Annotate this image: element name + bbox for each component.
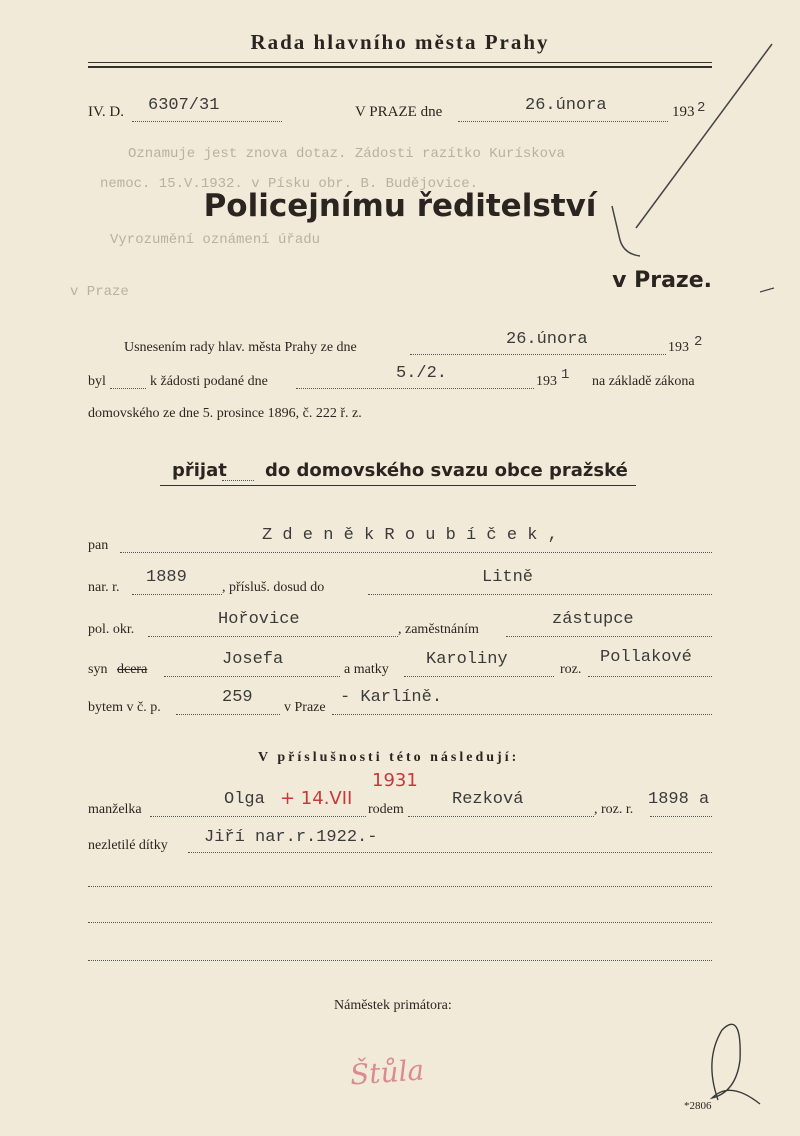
nee-label: roz. <box>560 662 582 677</box>
request-year-suffix: 1 <box>561 367 570 383</box>
ref-prefix: IV. D. <box>88 104 124 120</box>
district-label: pol. okr. <box>88 622 135 637</box>
wife-death-note: + 14.VII <box>280 788 353 809</box>
resolution-year-suffix: 2 <box>694 334 703 350</box>
byl-label: byl <box>88 374 106 389</box>
belonging-label: , přísluš. dosud do <box>222 580 325 595</box>
wife-name: Olga <box>224 790 265 809</box>
father-name: Josefa <box>222 650 284 669</box>
law-label: na základě zákona <box>592 374 695 389</box>
initials-mark <box>712 1024 760 1104</box>
ref-number: 6307/31 <box>148 96 220 115</box>
mother-nee: Pollakové <box>600 648 692 667</box>
mother-label: a matky <box>344 662 389 677</box>
recipient-title: Policejnímu ředitelství <box>203 188 597 224</box>
request-year-prefix: 193 <box>536 374 557 389</box>
resolution-year-prefix: 193 <box>668 340 689 355</box>
recipient-city: v Praze. <box>612 268 712 293</box>
accepted-word: přijat <box>172 460 227 481</box>
resolution-label: Usnesením rady hlav. města Prahy ze dne <box>124 340 357 355</box>
children: Jiří nar.r.1922.- <box>204 828 378 847</box>
wife-death-year: 1931 <box>372 770 418 791</box>
followers-heading: V příslušnosti této následují: <box>258 750 520 765</box>
resolution-date: 26.února <box>506 330 588 349</box>
ref-year-prefix: 193 <box>672 104 695 120</box>
ref-year-suffix: 2 <box>697 100 706 116</box>
occupation: zástupce <box>552 610 634 629</box>
place-label: V PRAZE dne <box>355 104 443 120</box>
ref-date: 26.února <box>525 96 607 115</box>
wife-born: 1898 a <box>648 790 710 809</box>
ghost-line: v Praze <box>70 284 129 300</box>
ghost-line: Oznamuje jest znova dotaz. Zádosti razítko Kurískova <box>128 146 565 162</box>
address-label: bytem v č. p. <box>88 700 161 715</box>
belonging: Litně <box>482 568 534 587</box>
born-label: nar. r. <box>88 580 120 595</box>
form-number: *2806 <box>684 1100 712 1112</box>
pan-label: pan <box>88 538 109 553</box>
law-line: domovského ze dne 5. prosince 1896, č. 222 ř. z. <box>88 406 362 421</box>
children-label: nezletilé dítky <box>88 838 168 853</box>
wife-born-label: , roz. r. <box>594 802 634 817</box>
occupation-label: , zaměstnáním <box>398 622 479 637</box>
wife-maiden: Rezková <box>452 790 524 809</box>
mother-name: Karoliny <box>426 650 508 669</box>
rodem-label: rodem <box>368 802 404 817</box>
pencil-stroke <box>636 44 772 228</box>
ghost-line: Vyrozumění oznámení úřadu <box>110 232 321 248</box>
son-label: syn <box>88 662 108 677</box>
signature-stamp: Štůla <box>348 1053 426 1092</box>
pencil-hook <box>612 206 640 256</box>
in-prague-label: v Praze <box>284 700 326 715</box>
ghost-line: nemoc. 15.V.1932. v Písku obr. B. Budějovice. <box>100 176 479 192</box>
address-district: - Karlíně. <box>340 688 443 707</box>
house-number: 259 <box>222 688 253 707</box>
request-date: 5./2. <box>396 364 448 383</box>
born-year: 1889 <box>146 568 187 587</box>
request-label: k žádosti podané dne <box>150 374 268 389</box>
district: Hořovice <box>218 610 300 629</box>
council-header: Rada hlavního města Prahy <box>250 30 550 54</box>
wife-label: manželka <box>88 802 142 817</box>
accepted-text: do domovského svazu obce pražské <box>265 460 628 481</box>
person-name: Z d e n ě k R o u b í č e k , <box>262 526 558 545</box>
signature-label: Náměstek primátora: <box>334 998 452 1013</box>
daughter-struck: dcera <box>117 662 148 677</box>
